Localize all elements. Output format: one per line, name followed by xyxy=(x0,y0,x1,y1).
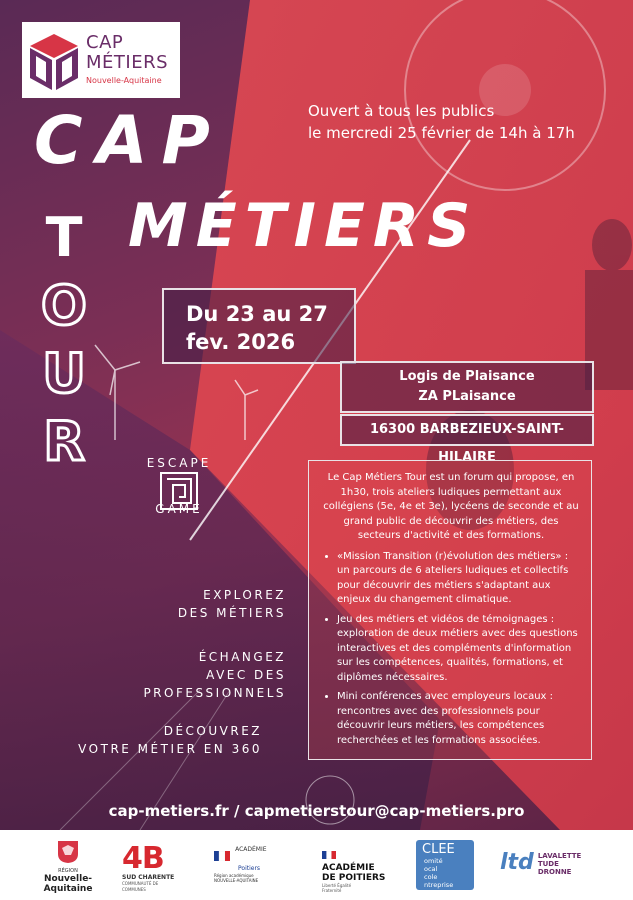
clee-line: omité xyxy=(424,857,443,865)
region-label: RÉGION xyxy=(58,868,78,874)
claim-explorez xyxy=(150,586,286,622)
clee-line: ocal xyxy=(424,865,438,873)
academie-title: ACADÉMIE xyxy=(235,846,267,853)
tour-letter: T xyxy=(45,206,83,269)
partner-region xyxy=(38,840,98,894)
opening-info xyxy=(308,100,608,144)
venue-box xyxy=(340,361,594,413)
lavalette-line: TUDE xyxy=(537,860,559,868)
maze-icon xyxy=(160,472,198,510)
clee-title: CLEE xyxy=(422,842,455,857)
claim-line: AVEC DES xyxy=(206,668,286,682)
lavalette-mark: ltd xyxy=(500,850,534,875)
dates-line-1: Du 23 au 27 xyxy=(186,302,328,326)
escape-game-badge xyxy=(142,456,216,516)
description-bullet: • Jeu des métiers et vidéos de témoignages : exploration de deux métiers avec des questions interactives et des compléments d'information sur les compétences, qualités, formations, et diplômes nécessaires. xyxy=(337,613,579,686)
region-shield-icon xyxy=(57,840,79,864)
academie-line: ACADÉMIE xyxy=(322,863,375,873)
claim-echangez xyxy=(130,648,286,702)
title-tour xyxy=(36,204,92,476)
academie-sub: Poitiers xyxy=(238,865,261,872)
clee-line: ntreprise xyxy=(424,881,454,889)
partner-region-academique xyxy=(214,846,284,883)
claim-line: DÉCOUVREZ xyxy=(163,724,262,738)
contact-line[interactable]: cap-metiers.fr / capmetierstour@cap-metiers.pro xyxy=(108,802,525,820)
partner-logos xyxy=(0,830,633,900)
claim-line: ÉCHANGEZ xyxy=(198,650,286,664)
claim-line: DES MÉTIERS xyxy=(177,606,286,620)
lavalette-line: DRONNE xyxy=(537,868,572,876)
description-intro: Le Cap Métiers Tour est un forum qui propose, en 1h30, trois ateliers ludiques permettant aux collégiens (5e, 4e et 3e), lycéens de seconde et au grand public de découvrir des métiers, des secteurs d'activité et des formations. xyxy=(323,472,579,541)
logo-metiers: MÉTIERS xyxy=(86,52,169,73)
game-label: GAME xyxy=(155,502,203,516)
city-box xyxy=(340,414,594,465)
title-cap: CAP xyxy=(34,102,224,179)
clee-line: cole xyxy=(424,873,438,881)
claim-line: EXPLOREZ xyxy=(203,588,286,602)
description-list xyxy=(323,550,579,749)
sud-charente-sub: COMMUNAUTÉ DE COMMUNES xyxy=(122,881,159,892)
title-metiers: MÉTIERS xyxy=(128,191,479,261)
opening-line-1: Ouvert à tous les publics xyxy=(308,102,495,120)
region-label: Nouvelle- xyxy=(43,874,93,884)
escape-label: ESCAPE xyxy=(146,456,212,470)
cap-metiers-logo-icon xyxy=(28,32,80,92)
tour-letter: U xyxy=(42,342,86,405)
logo-cap: CAP xyxy=(86,32,124,53)
dates-line-2: fev. 2026 xyxy=(186,330,296,354)
academie-motto: Liberté Égalité Fraternité xyxy=(322,883,352,893)
tour-letter: R xyxy=(43,410,85,473)
description-bullet: • Mini conférences avec employeurs locaux : rencontres avec des professionnels pour découvrir leurs métiers, les compétences recherchées et les formations associées. xyxy=(337,690,579,748)
opening-line-2: le mercredi 25 février de 14h à 17h xyxy=(308,124,575,142)
region-label: Aquitaine xyxy=(43,884,93,894)
claim-line: PROFESSIONNELS xyxy=(143,686,286,700)
academie-caption: Région académique NOUVELLE-AQUITAINE xyxy=(214,873,259,883)
claim-line: VOTRE MÉTIER EN 360 xyxy=(78,742,262,756)
dates-box xyxy=(162,288,356,364)
description-bullet: • «Mission Transition (r)évolution des métiers» : un parcours de 6 ateliers ludiques et collectifs pour découvrir des métiers s'adaptant aux enjeux du changement climatique. xyxy=(337,550,579,608)
partner-clee xyxy=(416,840,474,890)
logo-region: Nouvelle-Aquitaine xyxy=(86,76,162,85)
french-flag-icon xyxy=(214,851,230,861)
venue-line-2: ZA PLaisance xyxy=(418,389,516,404)
sud-charente-label: SUD CHARENTE xyxy=(122,874,175,881)
claim-decouvrez xyxy=(60,722,262,758)
french-flag-icon xyxy=(322,851,336,859)
sud-charente-mark: 4B xyxy=(122,841,164,876)
description-box xyxy=(308,460,592,760)
venue-city: 16300 BARBEZIEUX-SAINT-HILAIRE xyxy=(369,422,565,465)
partner-sud-charente xyxy=(122,841,182,893)
partner-lavalette xyxy=(500,850,600,876)
partner-academie xyxy=(322,844,388,893)
lavalette-line: LAVALETTE xyxy=(537,852,582,860)
venue-line-1: Logis de Plaisance xyxy=(399,369,535,384)
academie-line: DE POITIERS xyxy=(322,873,386,883)
tour-letter: O xyxy=(41,274,87,337)
